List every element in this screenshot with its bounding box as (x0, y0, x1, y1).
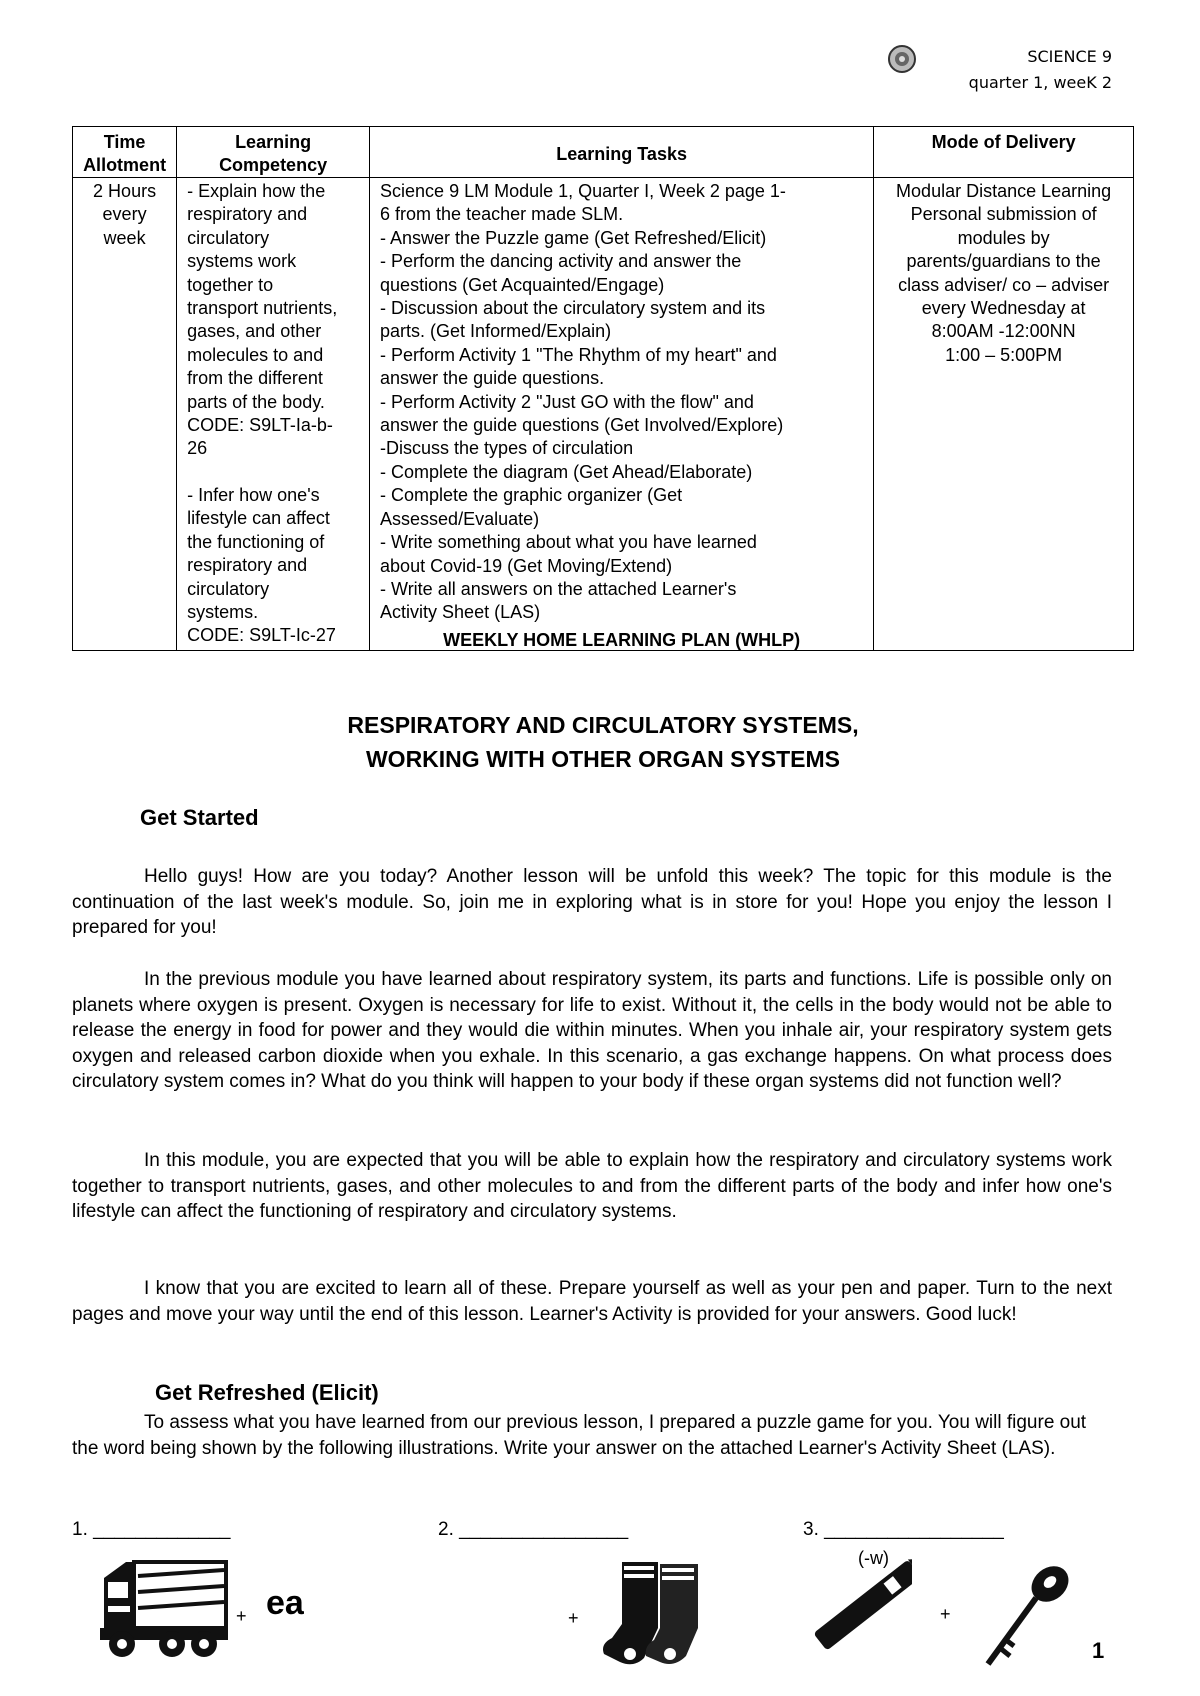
cell-line: - Write all answers on the attached Learner's (380, 578, 737, 599)
cell-line: transport nutrients, (187, 298, 338, 319)
cell-line: 1:00 – 5:00PM (945, 344, 1063, 365)
header-learning-tasks: Learning Tasks (370, 127, 874, 178)
cell-line: answer the guide questions (Get Involved/Explore) (380, 415, 784, 436)
cell-line: CODE: S9LT-Ia-b- (187, 415, 333, 436)
get-started-paragraph-2: In the previous module you have learned about respiratory system, its parts and functions. Life is possible only on planets where oxygen is present. Oxygen is necessary for life to exist. Without it, the cells in the body would not be able to release the energy in food for power and they would die within minutes. When you inhale air, your respiratory system gets oxygen and released carbon dioxide when you exhale. In this scenario, a gas exchange happens. On what process does circulatory system comes in? What do you think will happen to your body if these organ systems did not function well? (72, 969, 1112, 1092)
mode-of-delivery-cell (874, 178, 1134, 651)
cell-line: - Complete the graphic organizer (Get (380, 485, 683, 506)
puzzle-item-3-label: 3. _________________ (803, 1519, 1004, 1540)
get-started-paragraph-3: In this module, you are expected that you will be able to explain how the respiratory and circulatory systems work together to transport nutrients, gases, and other molecules to and from the different parts of the body and infer how one's lifestyle can affect the functioning of respiratory and circulatory systems. (72, 1150, 1112, 1222)
syringe-pen-icon (812, 1548, 912, 1668)
cell-line: week (103, 227, 146, 248)
cell-line: circulatory (187, 578, 270, 599)
cell-line: systems work (187, 251, 297, 272)
truck-icon (98, 1556, 230, 1662)
cell-line: - Write something about what you have learned (380, 532, 757, 553)
cell-line: answer the guide questions. (380, 368, 605, 389)
cell-line: - Complete the diagram (Get Ahead/Elaborate) (380, 461, 753, 482)
cell-line: from the different (187, 368, 323, 389)
letters-ea: ea (266, 1584, 304, 1622)
minus-w-label: (-w) (858, 1548, 889, 1568)
cell-line: about Covid-19 (Get Moving/Extend) (380, 555, 673, 576)
cell-line: respiratory and (187, 555, 308, 576)
table-row (73, 178, 1134, 651)
document-header (969, 44, 1112, 96)
get-started-paragraph-4: I know that you are excited to learn all of these. Prepare yourself as well as your pen and paper. Turn to the next pages and move your way until the end of this lesson. Learner's Activity is provided for your answers. Good luck! (72, 1278, 1112, 1325)
cell-line: -Discuss the types of circulation (380, 438, 634, 459)
lesson-title (72, 708, 1134, 776)
cell-line: - Perform the dancing activity and answer the (380, 251, 742, 272)
puzzle-item-1-label: 1. _____________ (72, 1519, 231, 1540)
plus-sign: + (236, 1606, 247, 1626)
lesson-title-line2: WORKING WITH OTHER ORGAN SYSTEMS (365, 746, 841, 772)
cell-gap (187, 461, 359, 484)
cell-line: gases, and other (187, 321, 322, 342)
cell-line: 8:00AM -12:00NN (931, 321, 1076, 342)
header-mode-of-delivery: Mode of Delivery (874, 127, 1134, 178)
time-allotment-cell (73, 178, 177, 651)
cell-line: 6 from the teacher made SLM. (380, 204, 624, 225)
plus-sign: + (940, 1604, 951, 1624)
cell-line: Science 9 LM Module 1, Quarter I, Week 2 page 1- (380, 181, 786, 201)
subject-label: SCIENCE 9 (1027, 47, 1112, 66)
cell-line: class adviser/ co – adviser (898, 274, 1110, 295)
cell-line: questions (Get Acquainted/Engage) (380, 274, 665, 295)
page-number: 1 (1092, 1638, 1105, 1663)
table-header-row (73, 127, 1134, 178)
key-icon (980, 1560, 1076, 1672)
cell-line: - Answer the Puzzle game (Get Refreshed/Elicit) (380, 227, 767, 248)
header-learning-competency: Learning Competency (177, 127, 370, 178)
cell-line: parts of the body. (187, 391, 325, 412)
socks-icon (600, 1558, 716, 1668)
cell-line: molecules to and (187, 344, 324, 365)
cell-line: Personal submission of (910, 204, 1097, 225)
cell-line: - Infer how one's (187, 484, 320, 505)
cell-line: Activity Sheet (LAS) (380, 602, 541, 623)
cell-line: the functioning of (187, 531, 325, 552)
learning-competency-cell (177, 178, 370, 651)
cell-line: Assessed/Evaluate) (380, 508, 540, 529)
learning-tasks-cell (370, 178, 874, 651)
cell-line: lifestyle can affect (187, 508, 330, 529)
lesson-title-line1: RESPIRATORY AND CIRCULATORY SYSTEMS, (347, 712, 859, 738)
cell-line: parents/guardians to the (906, 251, 1101, 272)
cell-line: 2 Hours (93, 181, 157, 201)
cell-line: every Wednesday at (921, 298, 1086, 319)
cell-line: - Perform Activity 1 "The Rhythm of my heart" and (380, 344, 777, 365)
quarter-week-label: quarter 1, weeK 2 (968, 73, 1112, 92)
get-started-heading: Get Started (140, 805, 259, 830)
get-started-paragraph-1: Hello guys! How are you today? Another lesson will be unfold this week? The topic for this module is the continuation of the last week's module. So, join me in exploring what is in store for you! Hope you enjoy the lesson I prepared for you! (72, 866, 1112, 938)
get-refreshed-heading: Get Refreshed (Elicit) (155, 1380, 379, 1405)
whlp-caption: WEEKLY HOME LEARNING PLAN (WHLP) (443, 629, 801, 650)
cell-line: Modular Distance Learning (896, 181, 1112, 201)
cell-line: CODE: S9LT-Ic-27 (187, 625, 336, 646)
school-seal-icon (887, 44, 917, 74)
cell-line: - Perform Activity 2 "Just GO with the flow" and (380, 391, 754, 412)
plus-sign: + (568, 1608, 579, 1628)
cell-line: circulatory (187, 227, 270, 248)
cell-line: together to (187, 274, 274, 295)
get-refreshed-paragraph: To assess what you have learned from our previous lesson, I prepared a puzzle game for you. You will figure out the word being shown by the following illustrations. Write your answer on the attached Learner's Activity Sheet (LAS). (72, 1412, 1087, 1459)
puzzle-item-2-label: 2. ________________ (438, 1519, 629, 1540)
cell-line: every (102, 204, 147, 225)
header-time-allotment: Time Allotment (73, 127, 177, 178)
whlp-table (72, 126, 1134, 651)
cell-line: parts. (Get Informed/Explain) (380, 321, 612, 342)
cell-line: 26 (187, 438, 208, 459)
cell-line: respiratory and (187, 204, 308, 225)
cell-line: systems. (187, 601, 259, 622)
cell-line: - Explain how the (187, 181, 326, 201)
cell-line: modules by (957, 227, 1050, 248)
cell-line: - Discussion about the circulatory system and its (380, 298, 766, 319)
